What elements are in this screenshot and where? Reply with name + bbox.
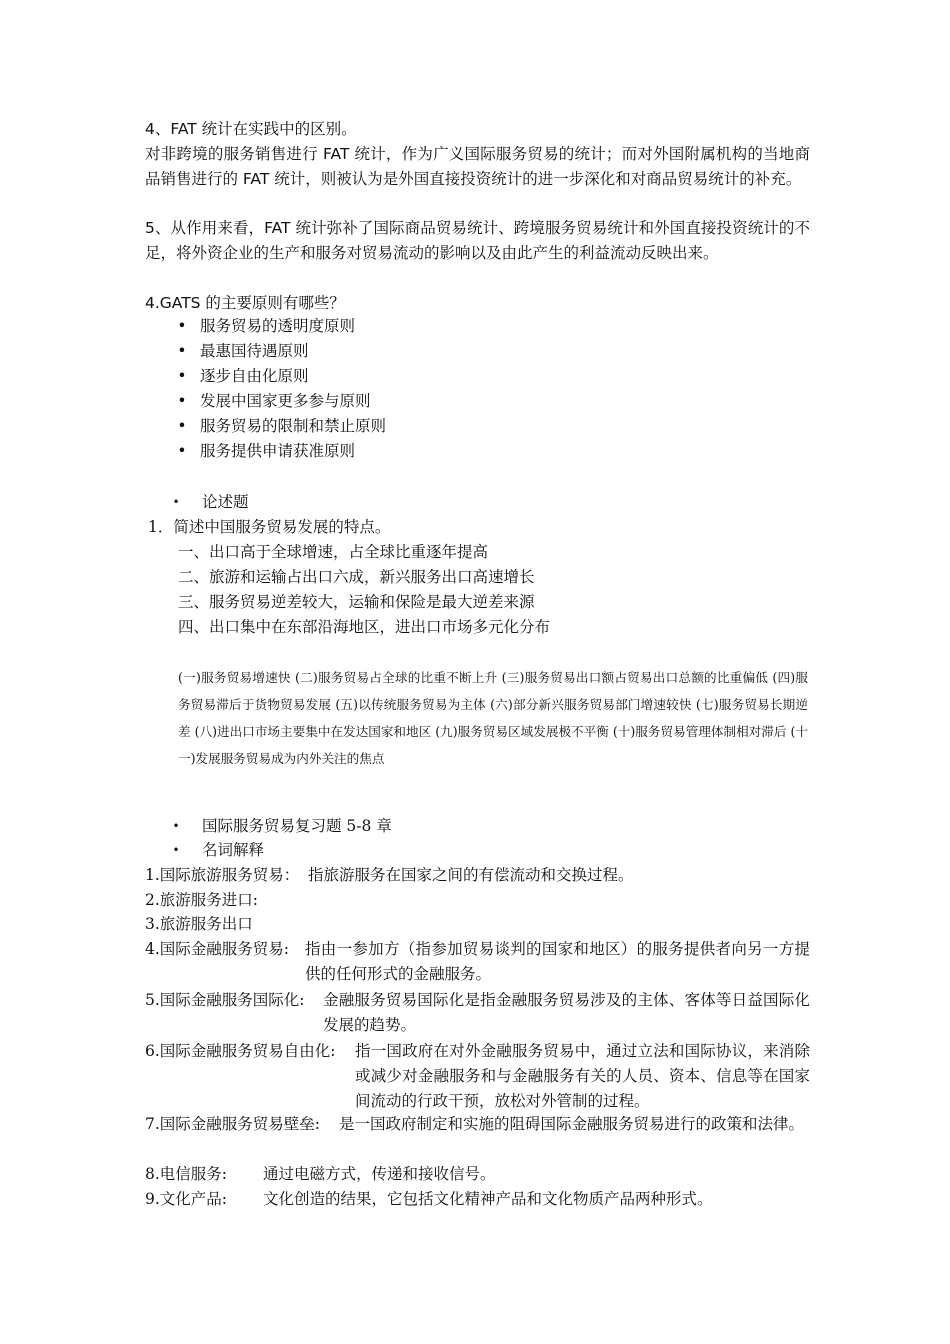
fat-item4-title: 4、FAT 统计在实践中的区别。: [145, 120, 357, 138]
term-definition: 通过电磁方式，传递和接收信号。: [263, 1165, 496, 1183]
term-name: 3.旅游服务出口: [145, 915, 253, 933]
fat-item5: 5、从作用来看，FAT 统计弥补了国际商品贸易统计、跨境服务贸易统计和外国直接投资统计的不足，将外资企业的生产和服务对贸易流动的影响以及由此产生的利益流动反映出来。: [145, 219, 810, 262]
essay-heading-text: 论述题: [202, 493, 249, 511]
term-definition: 文化创造的结果，它包括文化精神产品和文化物质产品两种形式。: [263, 1190, 713, 1208]
term-name: 7.国际金融服务贸易壁垒:: [145, 1115, 321, 1133]
review-subtitle-text: 名词解释: [202, 841, 265, 859]
bullet-icon: •: [172, 843, 180, 857]
term-definition: 指一国政府在对外金融服务贸易中，通过立法和国际协议，来消除或减少对金融服务和与金融服务有关的人员、资本、信息等在国家间流动的行政干预，放松对外管制的过程。: [355, 1042, 810, 1110]
essay-point: 三、服务贸易逆差较大，运输和保险是最大逆差来源: [178, 593, 535, 611]
fat-item4-body: 对非跨境的服务销售进行 FAT 统计，作为广义国际服务贸易的统计；而对外国附属机构的当地商品销售进行的 FAT 统计，则被认为是外国直接投资统计的进一步深化和对商品贸易统计的补充。: [145, 145, 810, 188]
essay-detail-paragraph: (一)服务贸易增速快 (二)服务贸易占全球的比重不断上升 (三)服务贸易出口额占贸易出口总额的比重偏低 (四)服务贸易滞后于货物贸易发展 (五)以传统服务贸易为主体 (六)部分新兴服务贸易部门增速较快 (七)服务贸易长期逆差 (八)进出口市场主要集中在发达国家和地区 (九)服务贸易区域发展极不平衡 (十)服务贸易管理体制相对滞后 (十一)发展服务贸易成为内外关注的焦点: [178, 670, 808, 766]
bullet-icon: •: [172, 495, 180, 509]
principle-text: 服务提供申请获准原则: [200, 442, 356, 460]
term-definition: 是一国政府制定和实施的阻碍国际金融服务贸易进行的政策和法律。: [339, 1115, 805, 1133]
term-name: 4.国际金融服务贸易:: [145, 940, 290, 958]
term-name: 9.文化产品:: [145, 1190, 228, 1208]
term-definition: 指由一参加方（指参加贸易谈判的国家和地区）的服务提供者向另一方提供的任何形式的金融服务。: [305, 940, 810, 983]
term-name: 6.国际金融服务贸易自由化:: [145, 1042, 336, 1060]
principle-text: 发展中国家更多参与原则: [200, 392, 371, 410]
bullet-icon: •: [177, 342, 187, 360]
term-definition: 金融服务贸易国际化是指金融服务贸易涉及的主体、客体等日益国际化发展的趋势。: [323, 991, 810, 1034]
principle-text: 服务贸易的限制和禁止原则: [200, 417, 387, 435]
bullet-icon: •: [177, 442, 187, 460]
essay-point: 一、出口高于全球增速，占全球比重逐年提高: [178, 543, 489, 561]
gats-question: 4.GATS 的主要原则有哪些？: [145, 294, 345, 312]
bullet-icon: •: [177, 367, 187, 385]
essay-question-1: 1．简述中国服务贸易发展的特点。: [148, 518, 391, 536]
principle-text: 最惠国待遇原则: [200, 342, 309, 360]
term-name: 5.国际金融服务国际化:: [145, 991, 305, 1009]
bullet-icon: •: [177, 317, 187, 335]
term-definition: 指旅游服务在国家之间的有偿流动和交换过程。: [308, 866, 634, 884]
term-name: 8.电信服务:: [145, 1165, 228, 1183]
principle-text: 逐步自由化原则: [200, 367, 309, 385]
term-name: 1.国际旅游服务贸易：: [145, 866, 300, 884]
essay-point: 四、出口集中在东部沿海地区，进出口市场多元化分布: [178, 618, 551, 636]
principle-text: 服务贸易的透明度原则: [200, 317, 356, 335]
term-name: 2.旅游服务进口:: [145, 891, 259, 909]
bullet-icon: •: [172, 819, 180, 833]
essay-point: 二、旅游和运输占出口六成，新兴服务出口高速增长: [178, 568, 535, 586]
bullet-icon: •: [177, 392, 187, 410]
review-title-text: 国际服务贸易复习题 5-8 章: [202, 817, 392, 835]
bullet-icon: •: [177, 417, 187, 435]
